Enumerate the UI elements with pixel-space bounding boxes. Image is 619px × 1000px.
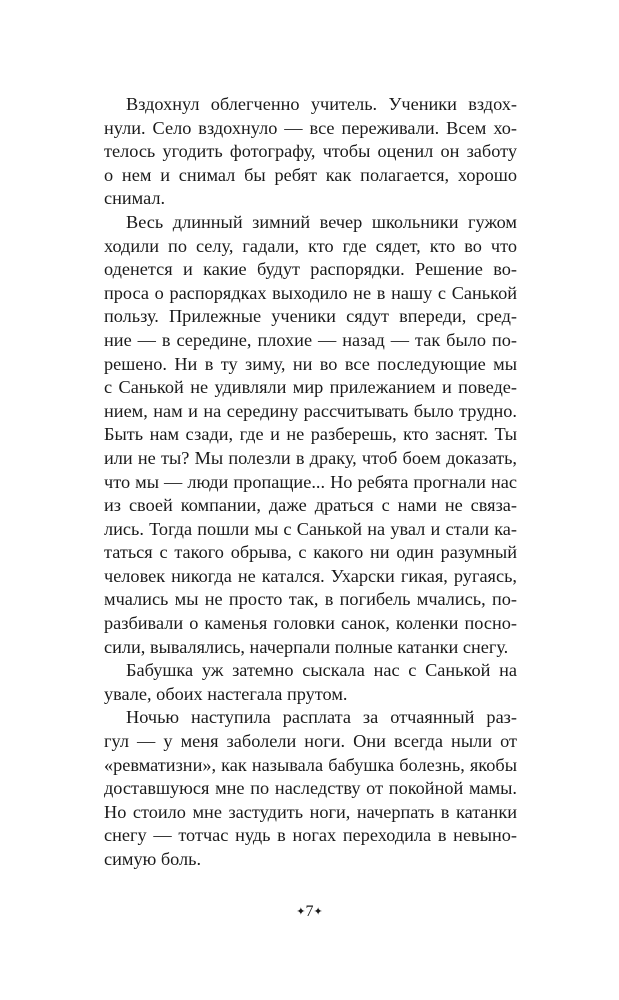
text-line: снегу — тотчас нудь в ногах переходила в невыно- [104,825,517,846]
text-line: нули. Село вздохнуло — все переживали. Всем хо- [104,117,517,138]
text-line: мчались мы не просто так, в погибель мчались, по- [104,589,517,610]
text-line: телось угодить фотографу, чтобы оценил он заботу [104,141,517,162]
text-line: разбивали о каменья головки санок, коленки посно- [104,613,517,634]
ornament-right-icon: ✦ [313,906,323,918]
text-line: увале, обоих настегала прутом. [104,683,348,704]
text-line: о нем и снимал бы ребят как полагается, хорошо [104,164,517,185]
text-line: ние — в середине, плохие — назад — так было по- [104,329,517,350]
text-line: гул — у меня заболели ноги. Они всегда ныли от [104,731,517,752]
text-line: или не ты? Мы полезли в драку, чтоб боем доказать, [104,447,517,468]
text-line: решено. Ни в ту зиму, ни во все последующие мы [104,353,517,374]
text-line: пользу. Прилежные ученики сядут впереди, сред- [104,306,517,327]
text-line: проса о распорядках выходило не в нашу с Санькой [104,282,517,303]
text-line: что мы — люди пропащие... Но ребята прогнали нас [104,471,517,492]
text-line: таться с такого обрыва, с какого ни один разумный [104,542,517,563]
text-line: Быть нам сзади, где и не разберешь, кто заснят. Ты [104,424,517,445]
text-line: ходили по селу, гадали, кто где сядет, кто во что [104,235,517,256]
page-number: 7 [305,903,314,920]
body-text [104,93,517,872]
text-line: «ревматизни», как называла бабушка болезнь, якобы [104,754,517,775]
text-line: снимал. [104,188,166,209]
text-line: сили, вывалялись, начерпали полные катанки снегу. [104,636,509,657]
text-line: человек никогда не катался. Ухарски гикая, ругаясь, [104,565,517,586]
text-line: доставшуюся мне по наследству от покойной мамы. [104,778,517,799]
text-line: Бабушка уж затемно сыскала нас с Санькой на [126,660,517,681]
text-line: с Санькой не удивляли мир прилежанием и поведе- [104,377,517,398]
text-line: оденется и какие будут распорядки. Решение во- [104,259,517,280]
text-line: Весь длинный зимний вечер школьники гужом [126,211,517,232]
text-line: лись. Тогда пошли мы с Санькой на увал и стали ка- [104,518,517,539]
text-line: Ночью наступила расплата за отчаянный раз- [126,707,517,728]
text-line: Но стоило мне застудить ноги, начерпать в катанки [104,801,517,822]
ornament-left-icon: ✦ [296,906,306,918]
text-line: симую боль. [104,849,202,869]
text-line: из своей компании, даже драться с нами не связа- [104,495,517,516]
text-line: нием, нам и на середину рассчитывать было трудно. [104,400,517,421]
text-line: Вздохнул облегченно учитель. Ученики вздох- [126,94,517,114]
page-number-footer [0,902,619,922]
